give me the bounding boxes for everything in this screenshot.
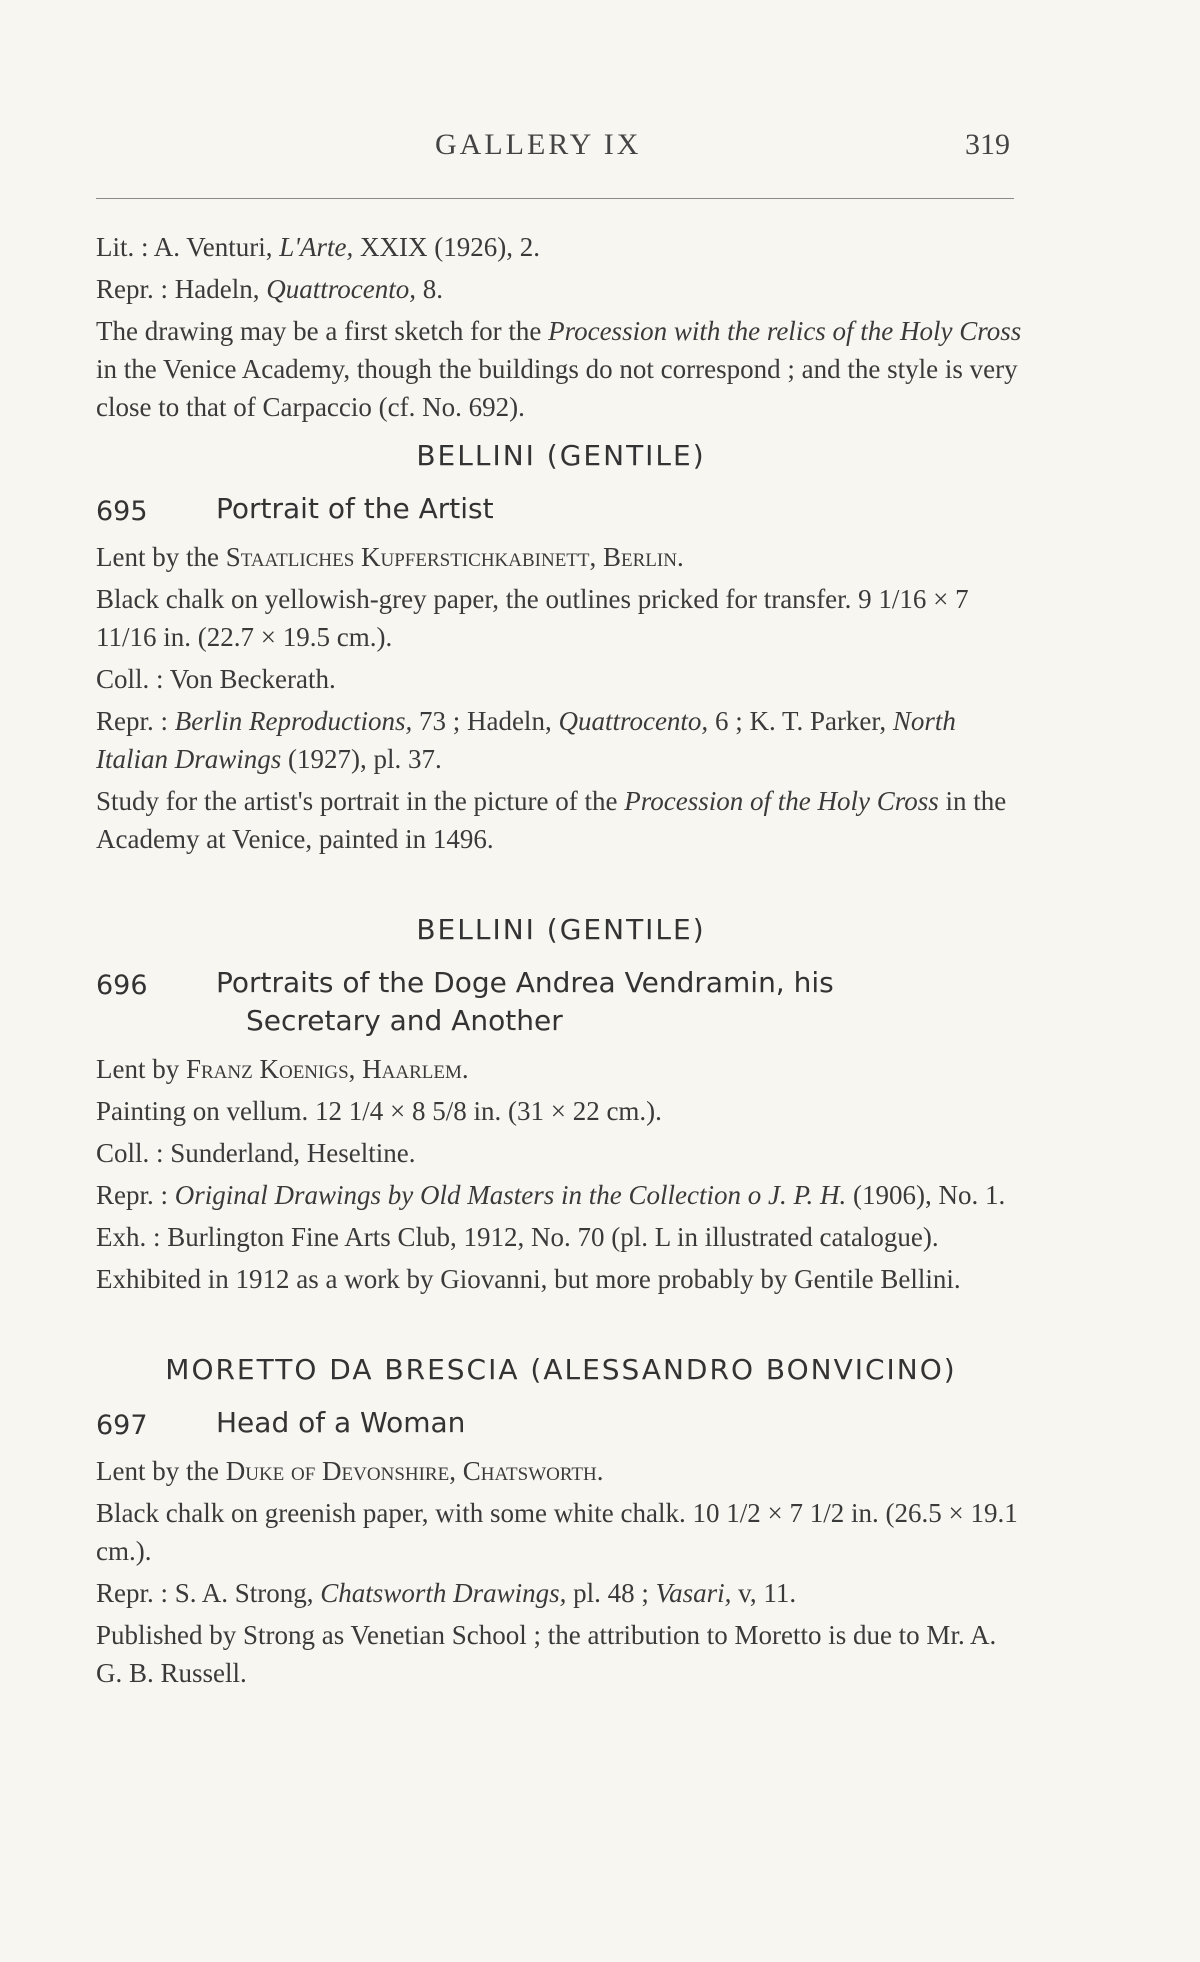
medium-line: Black chalk on yellowish-grey paper, the outlines pricked for transfer. 9 1/16 × 7 11/16 in. (22.7 × 19.5 cm.).: [96, 584, 969, 652]
page-body: [96, 228, 1026, 1696]
entry-number: 696: [96, 970, 148, 1001]
entry-heading: [96, 964, 1026, 1040]
entry-note: Published by Strong as Venetian School ; the attribution to Moretto is due to Mr. A. G. B. Russell.: [96, 1620, 997, 1688]
reproduction-line: Repr. : S. A. Strong, Chatsworth Drawings, pl. 48 ; Vasari, v, 11.: [96, 1578, 797, 1608]
collection-line: Coll. : Sunderland, Heseltine.: [96, 1138, 416, 1168]
entry-heading: [96, 1404, 1026, 1442]
header-rule: [96, 198, 1014, 199]
spacer: [96, 1302, 1026, 1340]
reproduction-line: Repr. : Original Drawings by Old Masters in the Collection o J. P. H. (1906), No. 1.: [96, 1180, 1006, 1210]
running-title: GALLERY IX: [435, 128, 642, 161]
exhibition-line: Exh. : Burlington Fine Arts Club, 1912, No. 70 (pl. L in illustrated catalogue).: [96, 1222, 939, 1252]
collection-line: Coll. : Von Beckerath.: [96, 664, 336, 694]
entry-note: Study for the artist's portrait in the picture of the Procession of the Holy Cross in the Academy at Venice, painted in 1496.: [96, 786, 1007, 854]
lender-line: Lent by the Duke of Devonshire, Chatsworth.: [96, 1456, 604, 1486]
artist-heading: MORETTO DA BRESCIA (ALESSANDRO BONVICINO): [165, 1353, 957, 1386]
entry-title: Head of a Woman: [216, 1406, 466, 1439]
artist-heading: BELLINI (GENTILE): [416, 439, 706, 472]
entry-note: Exhibited in 1912 as a work by Giovanni, but more probably by Gentile Bellini.: [96, 1264, 961, 1294]
running-head: [0, 128, 1200, 168]
medium-line: Painting on vellum. 12 1/4 × 8 5/8 in. (31 × 22 cm.).: [96, 1096, 662, 1126]
page-number: 319: [965, 128, 1010, 161]
entry-note: The drawing may be a first sketch for the Procession with the relics of the Holy Cross in the Venice Academy, though the buildings do not correspond ; and the style is very close to that of Carpaccio (cf. No. 692).: [96, 316, 1022, 422]
literature-line: Lit. : A. Venturi, L'Arte, XXIX (1926), 2.: [96, 232, 541, 262]
lender-line: Lent by Franz Koenigs, Haarlem.: [96, 1054, 469, 1084]
spacer: [96, 862, 1026, 900]
entry-number: 697: [96, 1410, 148, 1441]
reproduction-line: Repr. : Berlin Reproductions, 73 ; Hadeln, Quattrocento, 6 ; K. T. Parker, North Italian Drawings (1927), pl. 37.: [96, 706, 956, 774]
entry-heading: [96, 490, 1026, 528]
artist-heading: BELLINI (GENTILE): [416, 913, 706, 946]
entry-title: Portraits of the Doge Andrea Vendramin, his Secretary and Another: [216, 966, 834, 1037]
reproduction-line: Repr. : Hadeln, Quattrocento, 8.: [96, 274, 443, 304]
lender-line: Lent by the Staatliches Kupferstichkabinett, Berlin.: [96, 542, 684, 572]
entry-number: 695: [96, 496, 148, 527]
medium-line: Black chalk on greenish paper, with some white chalk. 10 1/2 × 7 1/2 in. (26.5 × 19.1 cm.).: [96, 1498, 1018, 1566]
entry-title: Portrait of the Artist: [216, 492, 494, 525]
